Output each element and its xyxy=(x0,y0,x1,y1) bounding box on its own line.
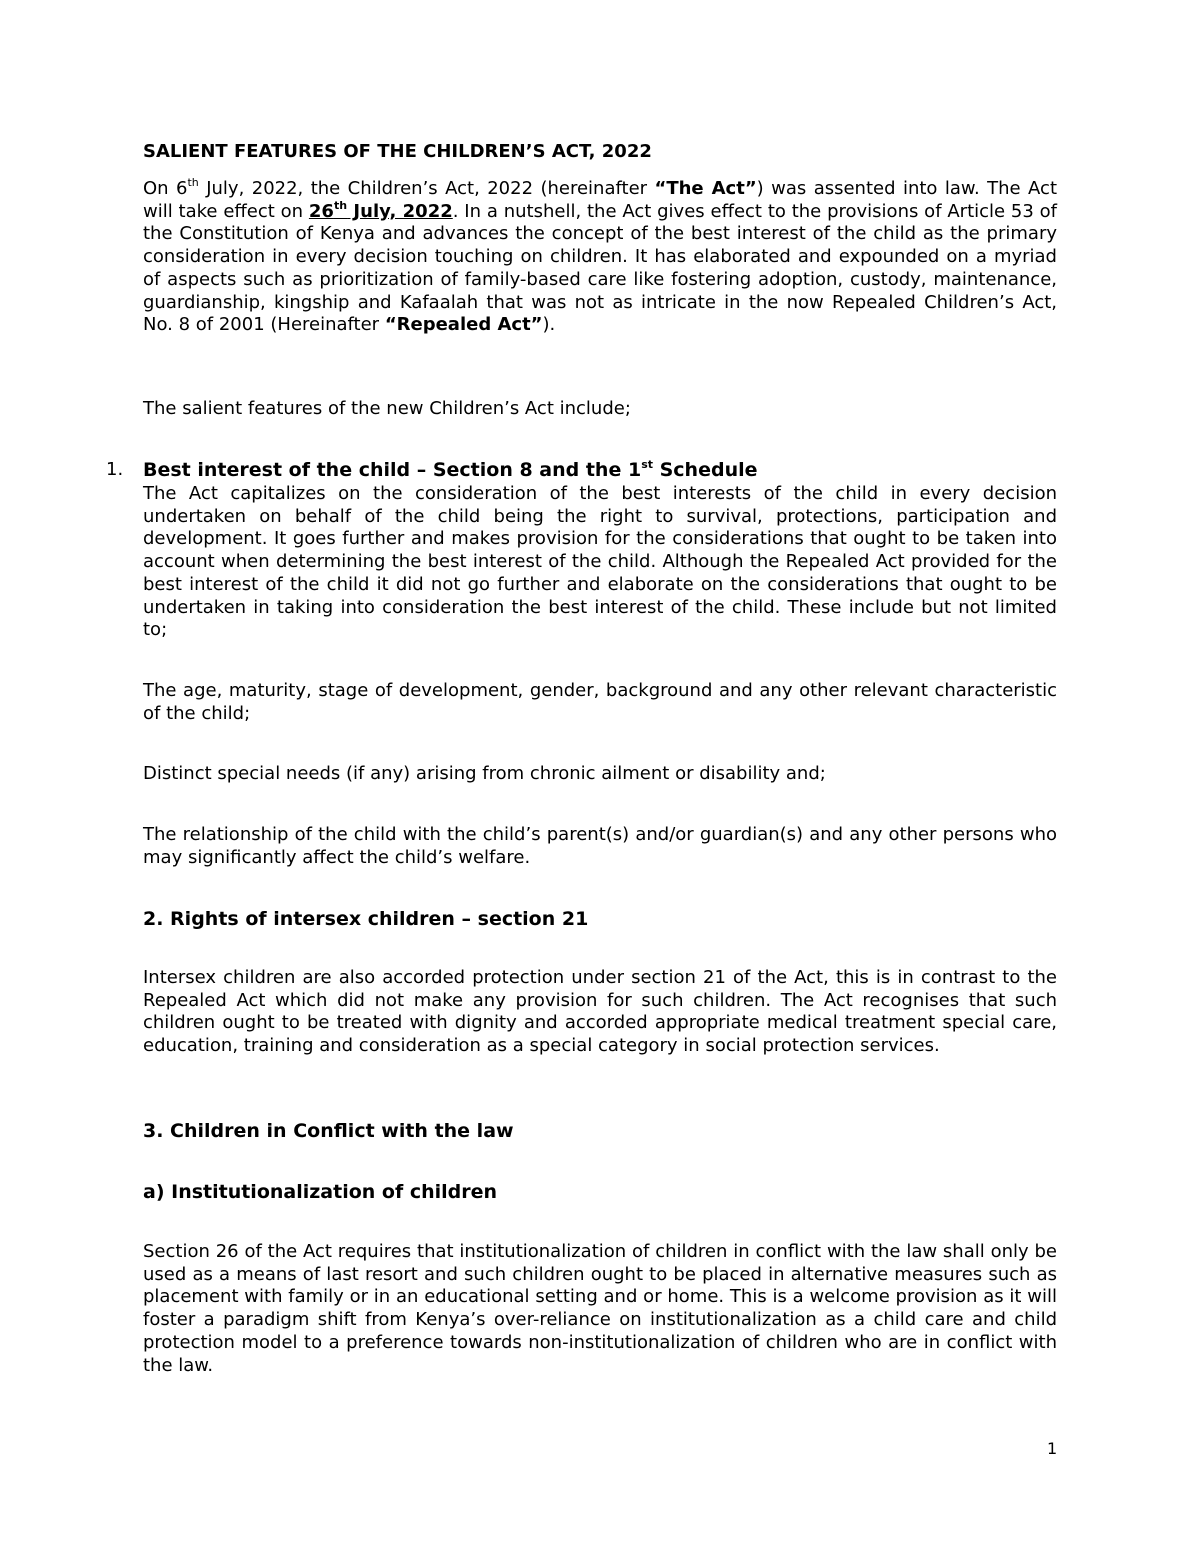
consideration-item-2: Distinct special needs (if any) arising from chronic ailment or disability and; xyxy=(143,763,826,784)
section-3a-body: Section 26 of the Act requires that institutionalization of children in conflict with the law shall only be used as a means of last resort and such children ought to be placed in alternative measures such as placement with family or in an educational setting and or home. This is a welcome provision as it will foster a paradigm shift from Kenya’s over-reliance on institutionalization as a child care and child protection model to a preference towards non-institutionalization of children who are in conflict with the law. xyxy=(143,1241,1057,1376)
section-3a-heading: a) Institutionalization of children xyxy=(143,1181,498,1203)
section-1-body: The Act capitalizes on the consideration of the best interests of the child in every decision undertaken on behalf of the child being the right to survival, protections, participation and development. It goes further and makes provision for the considerations that ought to be taken into account when determining the best interest of the child. Although the Repealed Act provided for the best interest of the child it did not go further and elaborate on the considerations that ought to be undertaken in taking into consideration the best interest of the child. These include but not limited to; xyxy=(143,483,1057,641)
document-title: SALIENT FEATURES OF THE CHILDREN’S ACT, 2022 xyxy=(143,141,652,162)
section-2-body: Intersex children are also accorded protection under section 21 of the Act, this is in contrast to the Repealed Act which did not make any provision for such children. The Act recognises that such children ought to be treated with dignity and accorded appropriate medical treatment special care, education, training and consideration as a special category in social protection services. xyxy=(143,967,1057,1057)
intro-paragraph: On 6th July, 2022, the Children’s Act, 2022 (hereinafter “The Act”) was assented into law. The Act will take effect on 26th July, 2022. In a nutshell, the Act gives effect to the provisions of Article 53 of the Constitution of Kenya and advances the concept of the best interest of the child as the primary consideration in every decision touching on children. It has elaborated and expounded on a myriad of aspects such as prioritization of family-based care like fostering adoption, custody, maintenance, guardianship, kingship and Kafaalah that was not as intricate in the now Repealed Children’s Act, No. 8 of 2001 (Hereinafter “Repealed Act”). xyxy=(143,176,1058,336)
section-2-heading: 2. Rights of intersex children – section 21 xyxy=(143,908,589,930)
consideration-item-3: The relationship of the child with the child’s parent(s) and/or guardian(s) and any other persons who may significantly affect the child’s welfare. xyxy=(143,824,1057,868)
intro-lead-in: The salient features of the new Children’s Act include; xyxy=(143,398,631,419)
effective-date: 26th July, 2022 xyxy=(308,198,453,222)
section-3-heading: 3. Children in Conflict with the law xyxy=(143,1120,514,1142)
page-number: 1 xyxy=(1047,1439,1058,1458)
section-1-number: 1. xyxy=(106,459,124,480)
section-1-heading: Best interest of the child – Section 8 and the 1st Schedule xyxy=(143,457,758,481)
consideration-item-1: The age, maturity, stage of development, gender, background and any other relevant characteristic of the child; xyxy=(143,680,1057,724)
